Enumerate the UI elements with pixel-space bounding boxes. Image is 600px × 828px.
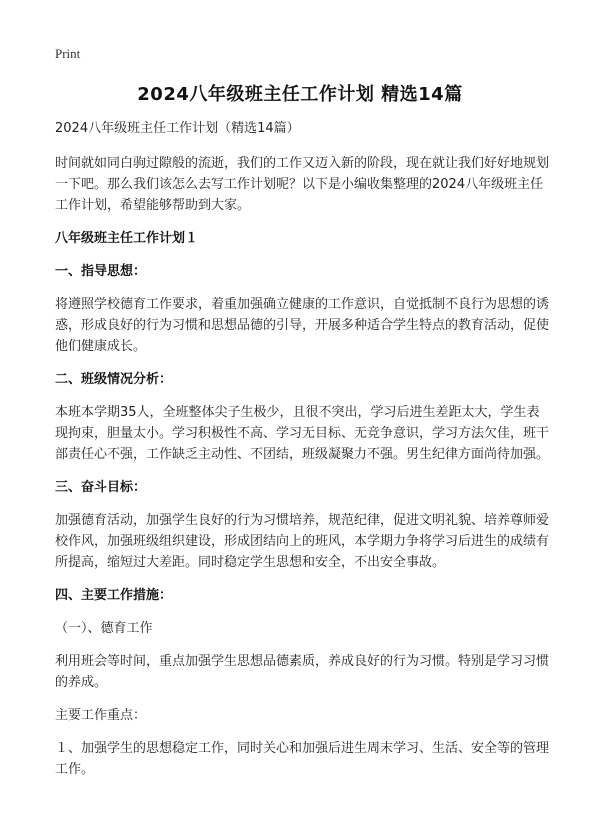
- paragraph-guiding-ideology: 将遵照学校德育工作要求，着重加强确立健康的工作意识，自觉抵制不良行为思想的诱惑，形成良好的行为习惯和思想品德的引导，开展多种适合学生特点的教育活动，促使他们健康成长。: [55, 297, 550, 354]
- heading-measures: 四、主要工作措施：: [55, 588, 173, 603]
- key-points-label: 主要工作重点：: [55, 708, 147, 723]
- article-body: [55, 118, 550, 792]
- key-point-item: １、加强学生的思想稳定工作，同时关心和加强后进生周末学习、生活、安全等的管理工作。: [55, 741, 550, 777]
- intro-paragraph: 时间就如同白驹过隙般的流逝，我们的工作又迈入新的阶段，现在就让我们好好地规划一下吧。那么我们该怎么去写工作计划呢？以下是小编收集整理的2024八年级班主任工作计划，希望能够帮助到大家。: [55, 156, 550, 213]
- heading-guiding-ideology: 一、指导思想：: [55, 264, 147, 279]
- print-link[interactable]: Print: [55, 46, 81, 61]
- article-subtitle: 2024八年级班主任工作计划（精选14篇）: [55, 121, 300, 136]
- paragraph-moral-work: 利用班会等时间，重点加强学生思想品德素质，养成良好的行为习惯。特别是学习习惯的养成。: [55, 654, 550, 690]
- paragraph-class-analysis: 本班本学期35人，全班整体尖子生极少，且很不突出，学习后进生差距太大，学生表现拘束，胆量太小。学习积极性不高、学习无目标、无竞争意识，学习方法欠佳，班干部责任心不强，工作缺乏主动性、不团结，班级凝聚力不强。男生纪律方面尚待加强。: [55, 405, 550, 462]
- paragraph-goals: 加强德育活动，加强学生良好的行为习惯培养，规范纪律，促进文明礼貌、培养尊师爱校作风，加强班级组织建设，形成团结向上的班风，本学期力争将学习后进生的成绩有所提高，缩短过大差距。同时稳定学生思想和安全，不出安全事故。: [55, 513, 550, 570]
- heading-class-analysis: 二、班级情况分析：: [55, 372, 173, 387]
- section-heading: 八年级班主任工作计划１: [55, 231, 199, 246]
- page-title: 2024八年级班主任工作计划 精选14篇: [137, 84, 463, 105]
- sub-heading-moral-work: （一）、德育工作: [55, 621, 153, 636]
- heading-goals: 三、奋斗目标：: [55, 480, 147, 495]
